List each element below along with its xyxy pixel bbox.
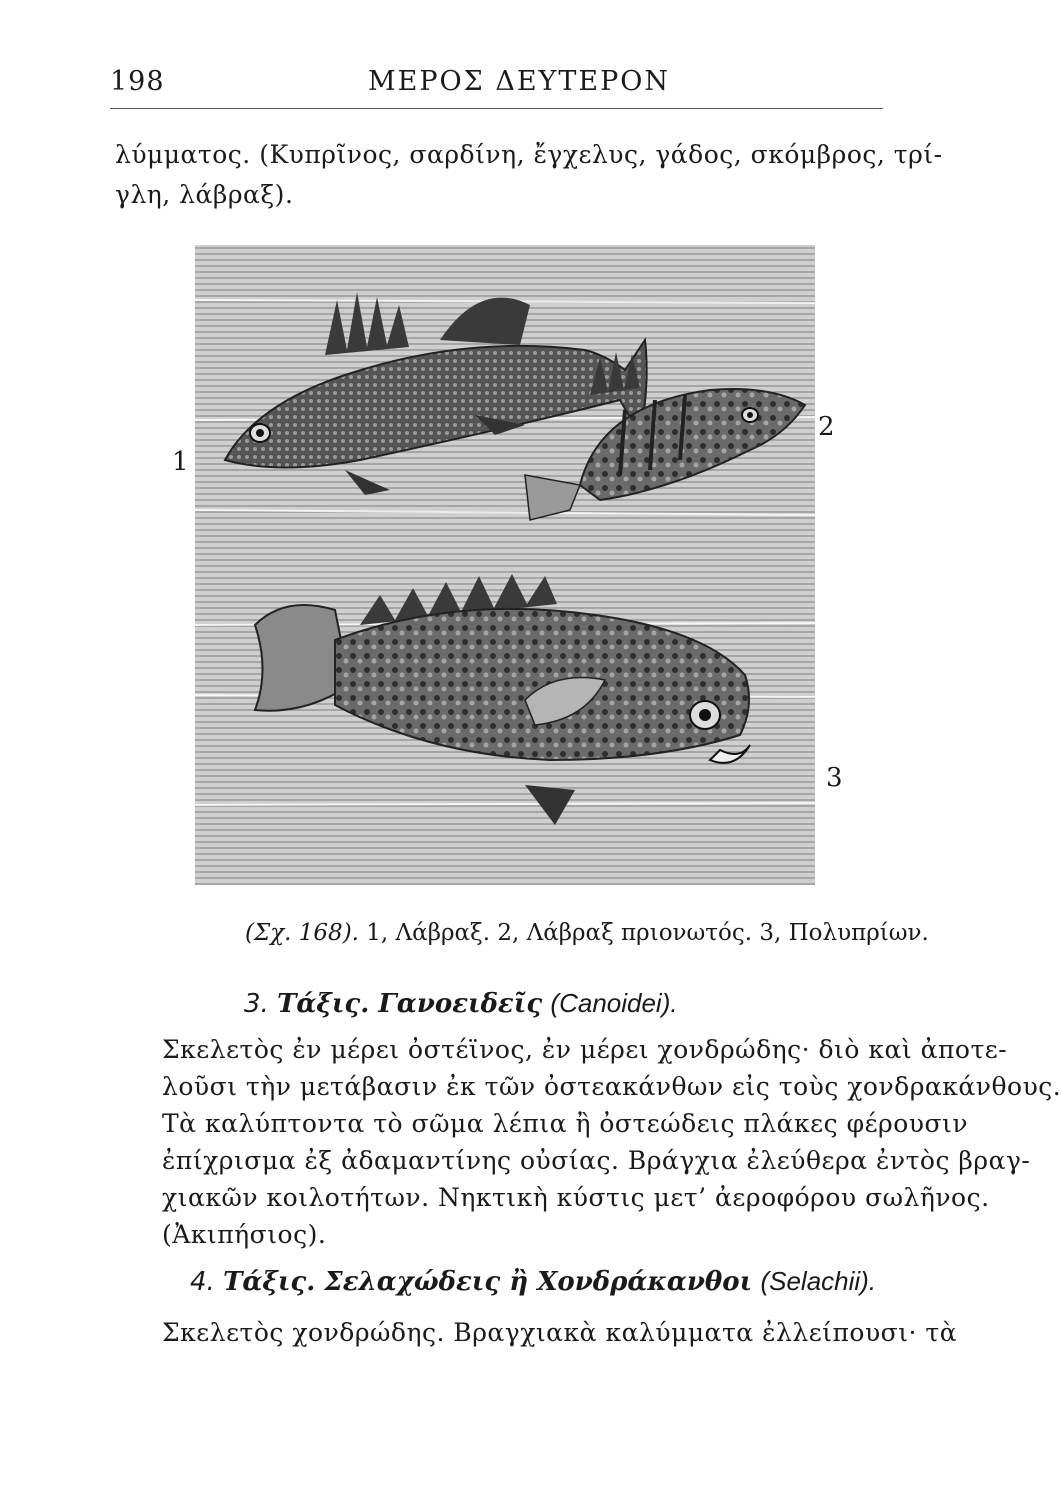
body-line: Τὰ καλύπτοντα τὸ σῶμα λέπια ἢ ὀστεώδεις πλάκες φέρουσιν [162,1109,969,1138]
body-line: (Ἀκιπήσιος). [162,1220,327,1249]
header-rule [110,108,883,109]
running-head: ΜΕΡΟΣ ΔΕΥΤΕΡΟΝ [368,66,671,97]
figure-caption [245,920,929,946]
section-number: 3. [244,989,269,1019]
figure-label-2: 2 [818,412,835,442]
body-line: γλη, λάβραξ). [115,180,294,209]
section-latin-name: (Selachii). [760,1266,877,1296]
body-line: ἐπίχρισμα ἐξ ἀδαμαντίνης οὐσίας. Βράγχια ἐλεύθερα ἐντὸς βραγ- [162,1146,1031,1175]
body-line: λύμματος. (Κυπρῖνος, σαρδίνη, ἔγχελυς, γάδος, σκόμβρος, τρί- [115,140,943,169]
section-title: Τάξις. Σελαχώδεις ἢ Χονδράκανθοι [223,1267,753,1297]
fish-engraving [195,245,815,885]
body-line: λοῦσι τὴν μετάβασιν ἐκ τῶν ὀστεακάνθων εἰς τοὺς χονδρακάνθους. [162,1072,1061,1101]
section-number: 4. [190,1267,215,1297]
page-number: 198 [110,66,165,97]
figure-label-3: 3 [826,763,843,793]
section-heading-3 [244,988,678,1019]
fish-illustration [195,245,815,885]
section-latin-name: (Canoidei). [550,988,678,1018]
figure-label-1: 1 [172,447,189,477]
body-line: Σκελετὸς χονδρώδης. Βραγχιακὰ καλύμματα ἐλλείπουσι· τὰ [162,1318,958,1347]
figure-reference: (Σχ. 168). [245,920,359,946]
section-heading-4 [190,1266,876,1297]
body-line: Σκελετὸς ἐν μέρει ὀστέϊνος, ἐν μέρει χονδρώδης· διὸ καὶ ἀποτε- [162,1035,1008,1064]
section-title: Τάξις. Γανοειδεῖς [277,989,543,1019]
body-line: χιακῶν κοιλοτήτων. Νηκτικὴ κύστις μετ’ ἀεροφόρου σωλῆνος. [162,1183,990,1212]
figure-caption-text: 1, Λάβραξ. 2, Λάβραξ πριονωτός. 3, Πολυπρίων. [358,920,929,946]
